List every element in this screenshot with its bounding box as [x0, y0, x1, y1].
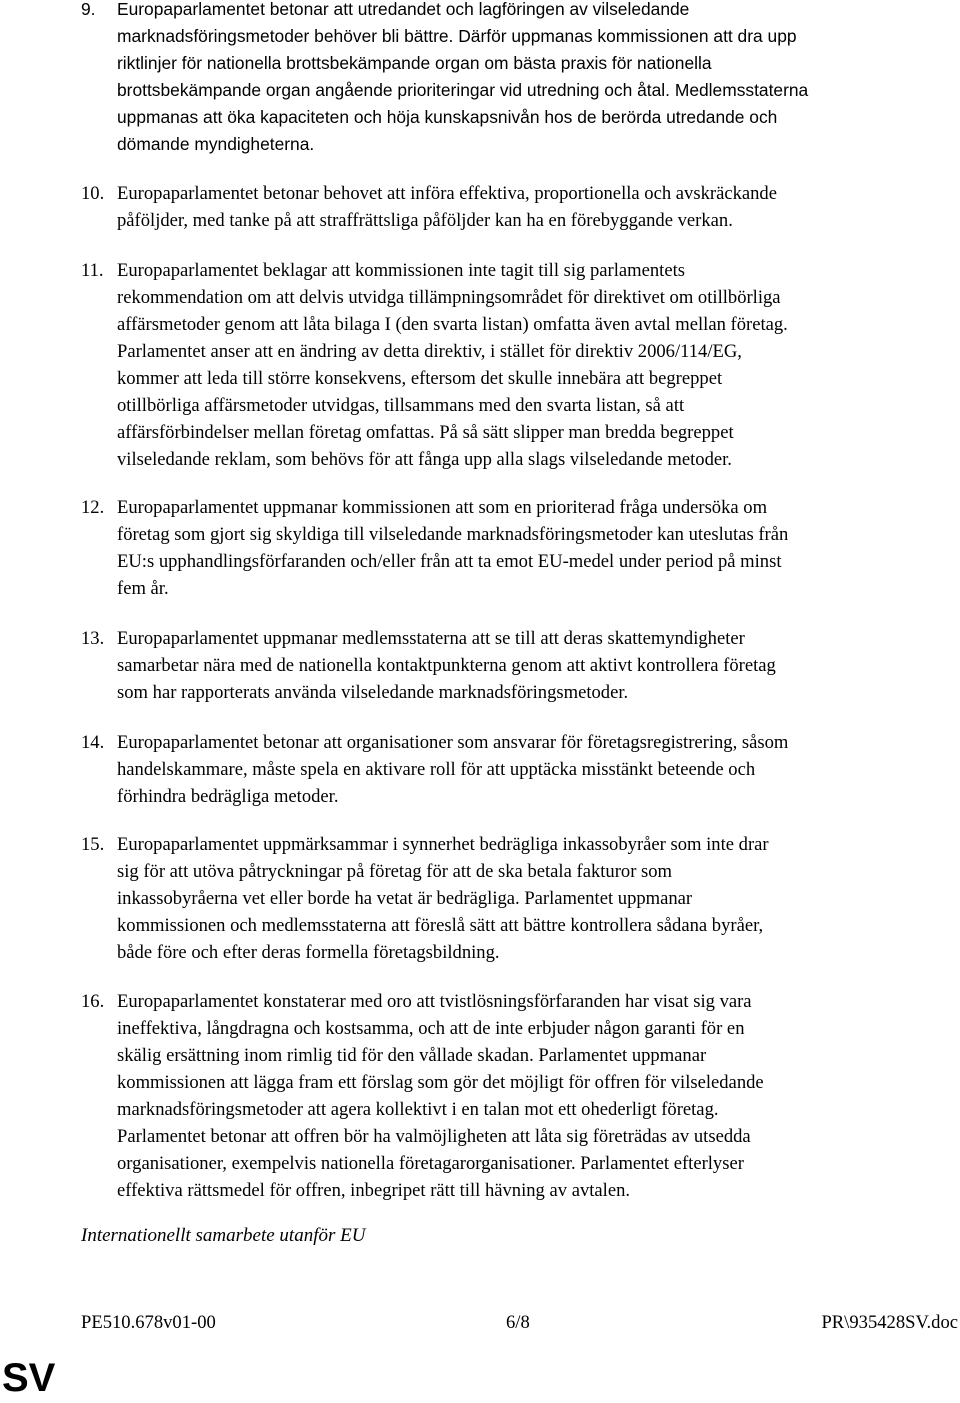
paragraph-13 — [81, 625, 957, 706]
footer-doc-ref: PE510.678v01-00 — [81, 1312, 216, 1333]
paragraph-text-continued: Medlemsstaterna uppmanas att öka kapaciteten och höja kunskapsnivån hos de berörda utredande och dömande myndigheterna. — [117, 80, 809, 154]
section-heading: Internationellt samarbete utanför EU — [81, 1225, 366, 1246]
paragraph-text: Europaparlamentet betonar att organisationer som ansvarar för företagsregistrering, såsom handelskammare, måste spela en aktivare roll för att upptäcka misstänkt beteende och förhindra bedrägliga metoder. — [117, 732, 789, 807]
footer-file-name: PR\935428SV.doc — [821, 1312, 958, 1333]
paragraph-number: 9. — [81, 0, 96, 19]
paragraph-10 — [81, 180, 957, 234]
paragraph-text: Europaparlamentet uppmärksammar i synnerhet bedrägliga inkassobyråer som inte drar sig för att utöva påtryckningar på företag för att de ska betala fakturor som inkassobyråerna vet eller borde ha vetat är bedrägliga. Parlamentet uppmanar kommissionen och medlemsstaterna att föreslå sätt att bättre kontrollera sådana byråer, både före och efter deras formella företagsbildning. — [117, 834, 769, 963]
paragraph-16 — [81, 988, 957, 1204]
paragraph-number: 15. — [81, 834, 105, 855]
paragraph-text: Europaparlamentet beklagar att kommissionen inte tagit till sig parlamentets rekommendation om att delvis utvidga tillämpningsområdet för direktivet om otillbörliga affärsmetoder genom att låta bilaga I (den svarta listan) omfatta även avtal mellan företag. Parlamentet anser att en ändring av detta direktiv, i stället för direktiv 2006/114/EG, kommer att leda till större konsekvens, eftersom det skulle innebära att begreppet otillbörliga affärsmetoder utvidgas, tillsammans med den svarta listan, så att affärsförbindelser mellan företag omfattas. På så sätt slipper man bredda begreppet vilseledande reklam, som behövs för att fånga upp alla slags vilseledande metoder. — [117, 260, 788, 470]
language-code: SV — [2, 1356, 56, 1400]
paragraph-text: Europaparlamentet uppmanar kommissionen att som en prioriterad fråga undersöka om företag som gjort sig skyldiga till vilseledande marknadsföringsmetoder kan uteslutas från EU:s upphandlingsförfaranden och/eller från att ta emot EU-medel under period på minst fem år. — [117, 497, 789, 599]
footer-page-number: 6/8 — [506, 1312, 530, 1333]
paragraph-text: Europaparlamentet uppmanar medlemsstaterna att se till att deras skattemyndigheter samarbetar nära med de nationella kontaktpunkterna genom att aktivt kontrollera företag som har rapporterats använda vilseledande marknadsföringsmetoder. — [117, 628, 776, 703]
paragraph-11 — [81, 257, 957, 473]
paragraph-text: Europaparlamentet konstaterar med oro att tvistlösningsförfaranden har visat sig vara ineffektiva, långdragna och kostsamma, och att de inte erbjuder någon garanti för en skälig ersättning inom rimlig tid för den vållade skadan. Parlamentet uppmanar kommissionen att lägga fram ett förslag som gör det möjligt för offren för vilseledande marknadsföringsmetoder att agera kollektivt i en talan mot ett ohederligt företag. Parlamentet betonar att offren bör ha valmöjligheten att låta sig företrädas av utsedda organisationer, exempelvis nationella företagarorganisationer. Parlamentet efterlyser effektiva rättsmedel för offren, inbegripet rätt till hävning av avtalen. — [117, 991, 764, 1201]
paragraph-text: Europaparlamentet betonar att utredandet och lagföringen av vilseledande marknadsföringsmetoder behöver bli bättre. Därför uppmanas kommissionen att dra upp riktlinjer för nationella brottsbekämpande organ om bästa praxis för nationella brottsbekämpande organ angående prioriteringar vid utredning och åtal. — [117, 0, 797, 100]
paragraph-number: 14. — [81, 732, 105, 753]
paragraph-15 — [81, 831, 957, 966]
paragraph-number: 10. — [81, 183, 105, 204]
paragraph-number: 12. — [81, 497, 105, 518]
paragraph-9 — [81, 0, 957, 158]
paragraph-number: 13. — [81, 628, 105, 649]
paragraph-text: Europaparlamentet betonar behovet att införa effektiva, proportionella och avskräckande påföljder, med tanke på att straffrättsliga påföljder kan ha en förebyggande verkan. — [117, 183, 777, 231]
paragraph-12 — [81, 494, 957, 602]
paragraph-number: 11. — [81, 260, 104, 281]
paragraph-number: 16. — [81, 991, 105, 1012]
paragraph-14 — [81, 729, 957, 810]
